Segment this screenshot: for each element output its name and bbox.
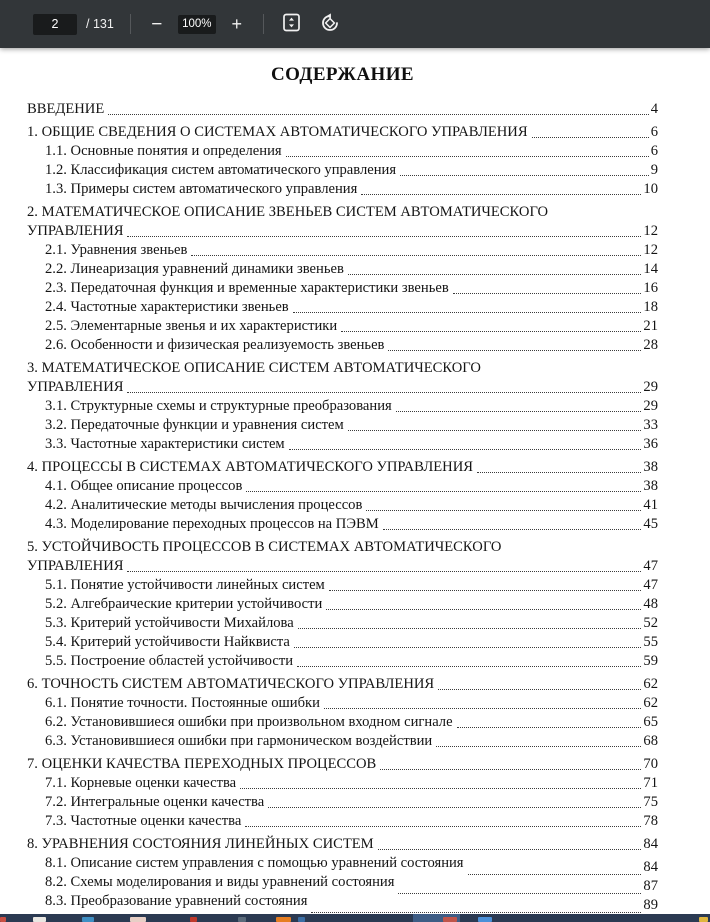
taskbar-app-icon[interactable] [443, 917, 457, 922]
toc-entry-page-number: 62 [643, 676, 658, 692]
toc-entry-row [27, 732, 658, 751]
toc-entry [27, 793, 658, 812]
toc-dot-leader [329, 590, 642, 591]
toc-entry-row [27, 222, 658, 241]
toc-dot-leader [398, 893, 641, 894]
toc-entry-label: 8.3. Преобразование уравнений состояния [45, 893, 308, 909]
toc-entry-row [27, 477, 658, 496]
toc-entry-row [27, 812, 658, 831]
toc-entry-row [27, 633, 658, 652]
fit-to-page-button[interactable] [280, 12, 304, 36]
toc-entry-page-number: 59 [643, 653, 658, 669]
toc-entry-label: 5.4. Критерий устойчивости Найквиста [45, 634, 290, 650]
toc-dot-leader [293, 312, 642, 313]
toc-entry-page-number: 38 [643, 478, 658, 494]
toc-entry-label: 1. ОБЩИЕ СВЕДЕНИЯ О СИСТЕМАХ АВТОМАТИЧЕСКОГО УПРАВЛЕНИЯ [27, 124, 528, 140]
toc-entry-row [27, 260, 658, 279]
toc-dot-leader [453, 293, 642, 294]
toc-entry-page-number: 71 [643, 775, 658, 791]
toolbar-divider [263, 14, 264, 34]
toc-entry-label: 5.5. Построение областей устойчивости [45, 653, 294, 669]
toc-dot-leader [294, 647, 641, 648]
toc-entry-page-number: 52 [643, 615, 658, 631]
toc-dot-leader [396, 411, 642, 412]
toc-entry [27, 595, 658, 614]
toc-entry [27, 854, 658, 873]
toc-entry-label: 2.2. Линеаризация уравнений динамики звеньев [45, 261, 344, 277]
toc-entry [27, 774, 658, 793]
toc-entry-label: 2.4. Частотные характеристики звеньев [45, 299, 289, 315]
toc-entry [27, 496, 658, 515]
toc-entry-label: ВВЕДЕНИЕ [27, 101, 105, 117]
toc-entry [27, 142, 658, 161]
toc-entry-label: 6. ТОЧНОСТЬ СИСТЕМ АВТОМАТИЧЕСКОГО УПРАВЛЕНИЯ [27, 676, 435, 692]
toc-entry-page-number: 70 [643, 756, 658, 772]
toc-entry-label: 7. ОЦЕНКИ КАЧЕСТВА ПЕРЕХОДНЫХ ПРОЦЕССОВ [27, 756, 377, 772]
toc-entry-label: 1.3. Примеры систем автоматического управления [45, 181, 358, 197]
toc-dot-leader [348, 430, 642, 431]
toc-dot-leader [289, 449, 642, 450]
toc-entry-label: 2.5. Элементарные звенья и их характеристики [45, 318, 338, 334]
toc-entry-page-number: 68 [643, 733, 658, 749]
taskbar-app-icon[interactable] [33, 917, 46, 922]
toc-entry-page-number: 12 [643, 223, 658, 239]
toc-entry-page-number: 14 [643, 261, 658, 277]
taskbar-app-icon[interactable] [478, 917, 492, 922]
toc-entry-row [27, 557, 658, 576]
toc-entry-page-number: 84 [643, 836, 658, 852]
toc-entry [27, 298, 658, 317]
toc-entry-page-number: 29 [643, 379, 658, 395]
toc-entry [27, 477, 658, 496]
zoom-level-display: 100% [178, 15, 216, 34]
toc-entry-page-number: 6 [650, 143, 658, 159]
toc-dot-leader [286, 156, 649, 157]
zoom-in-button[interactable]: + [227, 15, 247, 34]
toc-entry-first-line: 2. МАТЕМАТИЧЕСКОЕ ОПИСАНИЕ ЗВЕНЬЕВ СИСТЕМ АВТОМАТИЧЕСКОГО [27, 204, 549, 220]
toc-entry-row [27, 397, 658, 416]
toc-dot-leader [246, 491, 641, 492]
pdf-toolbar [0, 0, 710, 48]
toc-dot-leader [436, 746, 641, 747]
toc-dot-leader [245, 826, 641, 827]
toc-entry-label: 4. ПРОЦЕССЫ В СИСТЕМАХ АВТОМАТИЧЕСКОГО УПРАВЛЕНИЯ [27, 459, 473, 475]
toc-entry-label: УПРАВЛЕНИЯ [27, 379, 124, 395]
toc-entry-first-line: 3. МАТЕМАТИЧЕСКОЕ ОПИСАНИЕ СИСТЕМ АВТОМАТИЧЕСКОГО [27, 360, 481, 376]
toc-entry-label: 8.1. Описание систем управления с помощью уравнений состояния [45, 855, 464, 871]
toc-dot-leader [341, 331, 641, 332]
toc-entry [27, 123, 658, 142]
zoom-out-button[interactable]: − [147, 15, 167, 34]
toc-entry [27, 835, 658, 854]
toc-entry-page-number: 4 [650, 101, 658, 117]
toc-entry-row [27, 416, 658, 435]
toc-entry-row [27, 378, 658, 397]
taskbar-app-icon[interactable] [190, 917, 197, 922]
toc-entry-row [27, 835, 658, 854]
pdf-page[interactable] [0, 48, 710, 922]
taskbar-app-icon[interactable] [298, 917, 305, 922]
toc-entry-page-number: 78 [643, 813, 658, 829]
toc-entry-label: 5.2. Алгебраические критерии устойчивости [45, 596, 323, 612]
taskbar-app-icon[interactable] [238, 917, 246, 922]
toc-entry [27, 576, 658, 595]
toc-entry-label: 8.2. Схемы моделирования и виды уравнений состояния [45, 874, 395, 890]
toc-entry [27, 416, 658, 435]
rotate-counterclockwise-icon [320, 13, 340, 36]
toc-dot-leader [127, 392, 641, 393]
toc-entry-page-number: 38 [643, 459, 658, 475]
toc-entry-label: 5.3. Критерий устойчивости Михайлова [45, 615, 294, 631]
toc-dot-leader [348, 274, 642, 275]
toc-entry-page-number: 10 [643, 181, 658, 197]
toc-entry [27, 515, 658, 534]
page-count-label: / 131 [86, 17, 114, 31]
toc-entry-row [27, 142, 658, 161]
toc-dot-leader [108, 114, 648, 115]
toc-entry-label: 7.2. Интегральные оценки качества [45, 794, 265, 810]
toc-entry [27, 260, 658, 279]
toc-dot-leader [366, 510, 641, 511]
toc-entry-row [27, 100, 658, 119]
page-number-input[interactable] [33, 14, 77, 35]
toc-entry-page-number: 75 [643, 794, 658, 810]
toc-dot-leader [378, 849, 642, 850]
toc-entry [27, 100, 658, 119]
toc-title: СОДЕРЖАНИЕ [271, 64, 414, 85]
toc-entry-page-number: 45 [643, 516, 658, 532]
toc-entry [27, 873, 658, 892]
toc-entry-page-number: 47 [643, 577, 658, 593]
taskbar-app-icon[interactable] [0, 917, 6, 922]
toc-entry [27, 279, 658, 298]
toc-entry-row [27, 458, 658, 477]
toc-entry-page-number: 84 [643, 859, 658, 875]
toc-entry [27, 458, 658, 477]
windows-taskbar [0, 914, 710, 922]
toc-entry-row [27, 496, 658, 515]
toc-entry-label: 5.1. Понятие устойчивости линейных систем [45, 577, 325, 593]
toc-entry-label: 2.1. Уравнения звеньев [45, 242, 188, 258]
toc-entry-label: 3.1. Структурные схемы и структурные преобразования [45, 398, 392, 414]
toc-entry-row [27, 576, 658, 595]
toc-dot-leader [240, 788, 641, 789]
toc-entry [27, 317, 658, 336]
toc-entry [27, 812, 658, 831]
toc-entry-label: 8. УРАВНЕНИЯ СОСТОЯНИЯ ЛИНЕЙНЫХ СИСТЕМ [27, 836, 374, 852]
toc-entry-label: УПРАВЛЕНИЯ [27, 223, 124, 239]
toc-entry-label: 7.1. Корневые оценки качества [45, 775, 237, 791]
toc-entry-label: УПРАВЛЕНИЯ [27, 558, 124, 574]
toc-entry-row [27, 854, 658, 873]
toc-dot-leader [191, 255, 641, 256]
toc-entry [27, 538, 658, 576]
toc-dot-leader [438, 689, 641, 690]
toc-entry-label: 3.2. Передаточные функции и уравнения систем [45, 417, 344, 433]
toc-entry [27, 633, 658, 652]
toc-entry-page-number: 47 [643, 558, 658, 574]
toc-entry-row [27, 180, 658, 199]
toc-entry-row [27, 123, 658, 142]
toc-dot-leader [268, 807, 641, 808]
toc-entry-label: 4.1. Общее описание процессов [45, 478, 243, 494]
toc-entry-page-number: 41 [643, 497, 658, 513]
toc-entry-row [27, 713, 658, 732]
toc-entry-row [27, 298, 658, 317]
toc-dot-leader [383, 529, 642, 530]
toc-dot-leader [127, 571, 641, 572]
toc-entry-row [27, 694, 658, 713]
toc-entry-label: 7.3. Частотные оценки качества [45, 813, 242, 829]
toc-dot-leader [468, 874, 642, 875]
toc-entry-row [27, 652, 658, 671]
toc-entry-row [27, 317, 658, 336]
toc-entry-page-number: 29 [643, 398, 658, 414]
toc-entry-row [27, 873, 658, 892]
toc-entry [27, 713, 658, 732]
toc-entry-row [27, 435, 658, 454]
taskbar-app-icon[interactable] [276, 917, 291, 922]
toc-entry [27, 203, 658, 241]
toc-entry-row [27, 755, 658, 774]
toc-entry-row [27, 161, 658, 180]
toc-entry-page-number: 16 [643, 280, 658, 296]
toc-entry-label: 6.2. Установившиеся ошибки при произвольном входном сигнале [45, 714, 453, 730]
toc-entry-page-number: 55 [643, 634, 658, 650]
toc-entry [27, 892, 658, 911]
toc-entry-page-number: 21 [643, 318, 658, 334]
toc-entry-label: 6.3. Установившиеся ошибки при гармоническом воздействии [45, 733, 433, 749]
toc-entry-label: 4.3. Моделирование переходных процессов на ПЭВМ [45, 516, 379, 532]
toolbar-divider [130, 14, 131, 34]
toc-entry [27, 397, 658, 416]
toc-entry-row [27, 892, 658, 911]
toc-entry-label: 3.3. Частотные характеристики систем [45, 436, 285, 452]
toc-entry [27, 161, 658, 180]
toc-entry-page-number: 28 [643, 337, 658, 353]
taskbar-app-icon[interactable] [699, 917, 708, 922]
toc-entry [27, 755, 658, 774]
toc-entry-label: 1.2. Классификация систем автоматического управления [45, 162, 397, 178]
toc-entry-page-number: 9 [650, 162, 658, 178]
toc-entry-label: 6.1. Понятие точности. Постоянные ошибки [45, 695, 320, 711]
toc-entry-row [27, 595, 658, 614]
toc-entry-row [27, 336, 658, 355]
toc-entry [27, 652, 658, 671]
toc-dot-leader [477, 472, 641, 473]
toc-entry [27, 675, 658, 694]
toc-entry-row [27, 614, 658, 633]
toc-entry-row [27, 279, 658, 298]
toc-entry-label: 2.6. Особенности и физическая реализуемость звеньев [45, 337, 385, 353]
toc-entry [27, 614, 658, 633]
toc-entry [27, 336, 658, 355]
toc-entry-page-number: 48 [643, 596, 658, 612]
toc-entry-row [27, 774, 658, 793]
toc-dot-leader [532, 137, 649, 138]
rotate-counterclockwise-button[interactable] [318, 12, 342, 36]
toc-entry-row [27, 675, 658, 694]
toc-entry-page-number: 65 [643, 714, 658, 730]
toc-entry-label: 1.1. Основные понятия и определения [45, 143, 282, 159]
toc-dot-leader [380, 769, 641, 770]
toc-entry-label: 2.3. Передаточная функция и временные характеристики звеньев [45, 280, 449, 296]
toc-dot-leader [298, 628, 642, 629]
toc-entry-page-number: 36 [643, 436, 658, 452]
toc-entry-page-number: 89 [643, 897, 658, 913]
toc-entry-page-number: 87 [643, 878, 658, 894]
toc-entry-row [27, 793, 658, 812]
toc-dot-leader [388, 350, 641, 351]
taskbar-app-icon[interactable] [82, 917, 94, 922]
toc-dot-leader [326, 609, 641, 610]
toc-entry-row [27, 241, 658, 260]
toc-dot-leader [127, 236, 641, 237]
toc-entry [27, 359, 658, 397]
toc-entry [27, 435, 658, 454]
toc-dot-leader [457, 727, 642, 728]
toc-entry [27, 241, 658, 260]
toc-dot-leader [324, 708, 642, 709]
fit-to-page-icon [283, 13, 300, 35]
toc-dot-leader [311, 912, 641, 913]
toc-entry-page-number: 6 [650, 124, 658, 140]
toc-entry [27, 694, 658, 713]
toc-list [27, 100, 658, 911]
toc-entry-page-number: 12 [643, 242, 658, 258]
toc-dot-leader [361, 194, 641, 195]
toc-entry [27, 732, 658, 751]
taskbar-app-icon[interactable] [130, 917, 146, 922]
toc-entry-first-line: 5. УСТОЙЧИВОСТЬ ПРОЦЕССОВ В СИСТЕМАХ АВТОМАТИЧЕСКОГО [27, 539, 502, 555]
toc-entry-row [27, 515, 658, 534]
toc-entry-page-number: 33 [643, 417, 658, 433]
toc-dot-leader [297, 666, 641, 667]
toc-entry-page-number: 62 [643, 695, 658, 711]
toc-entry [27, 180, 658, 199]
toc-entry-label: 4.2. Аналитические методы вычисления процессов [45, 497, 363, 513]
toc-entry-page-number: 18 [643, 299, 658, 315]
toc-dot-leader [400, 175, 649, 176]
